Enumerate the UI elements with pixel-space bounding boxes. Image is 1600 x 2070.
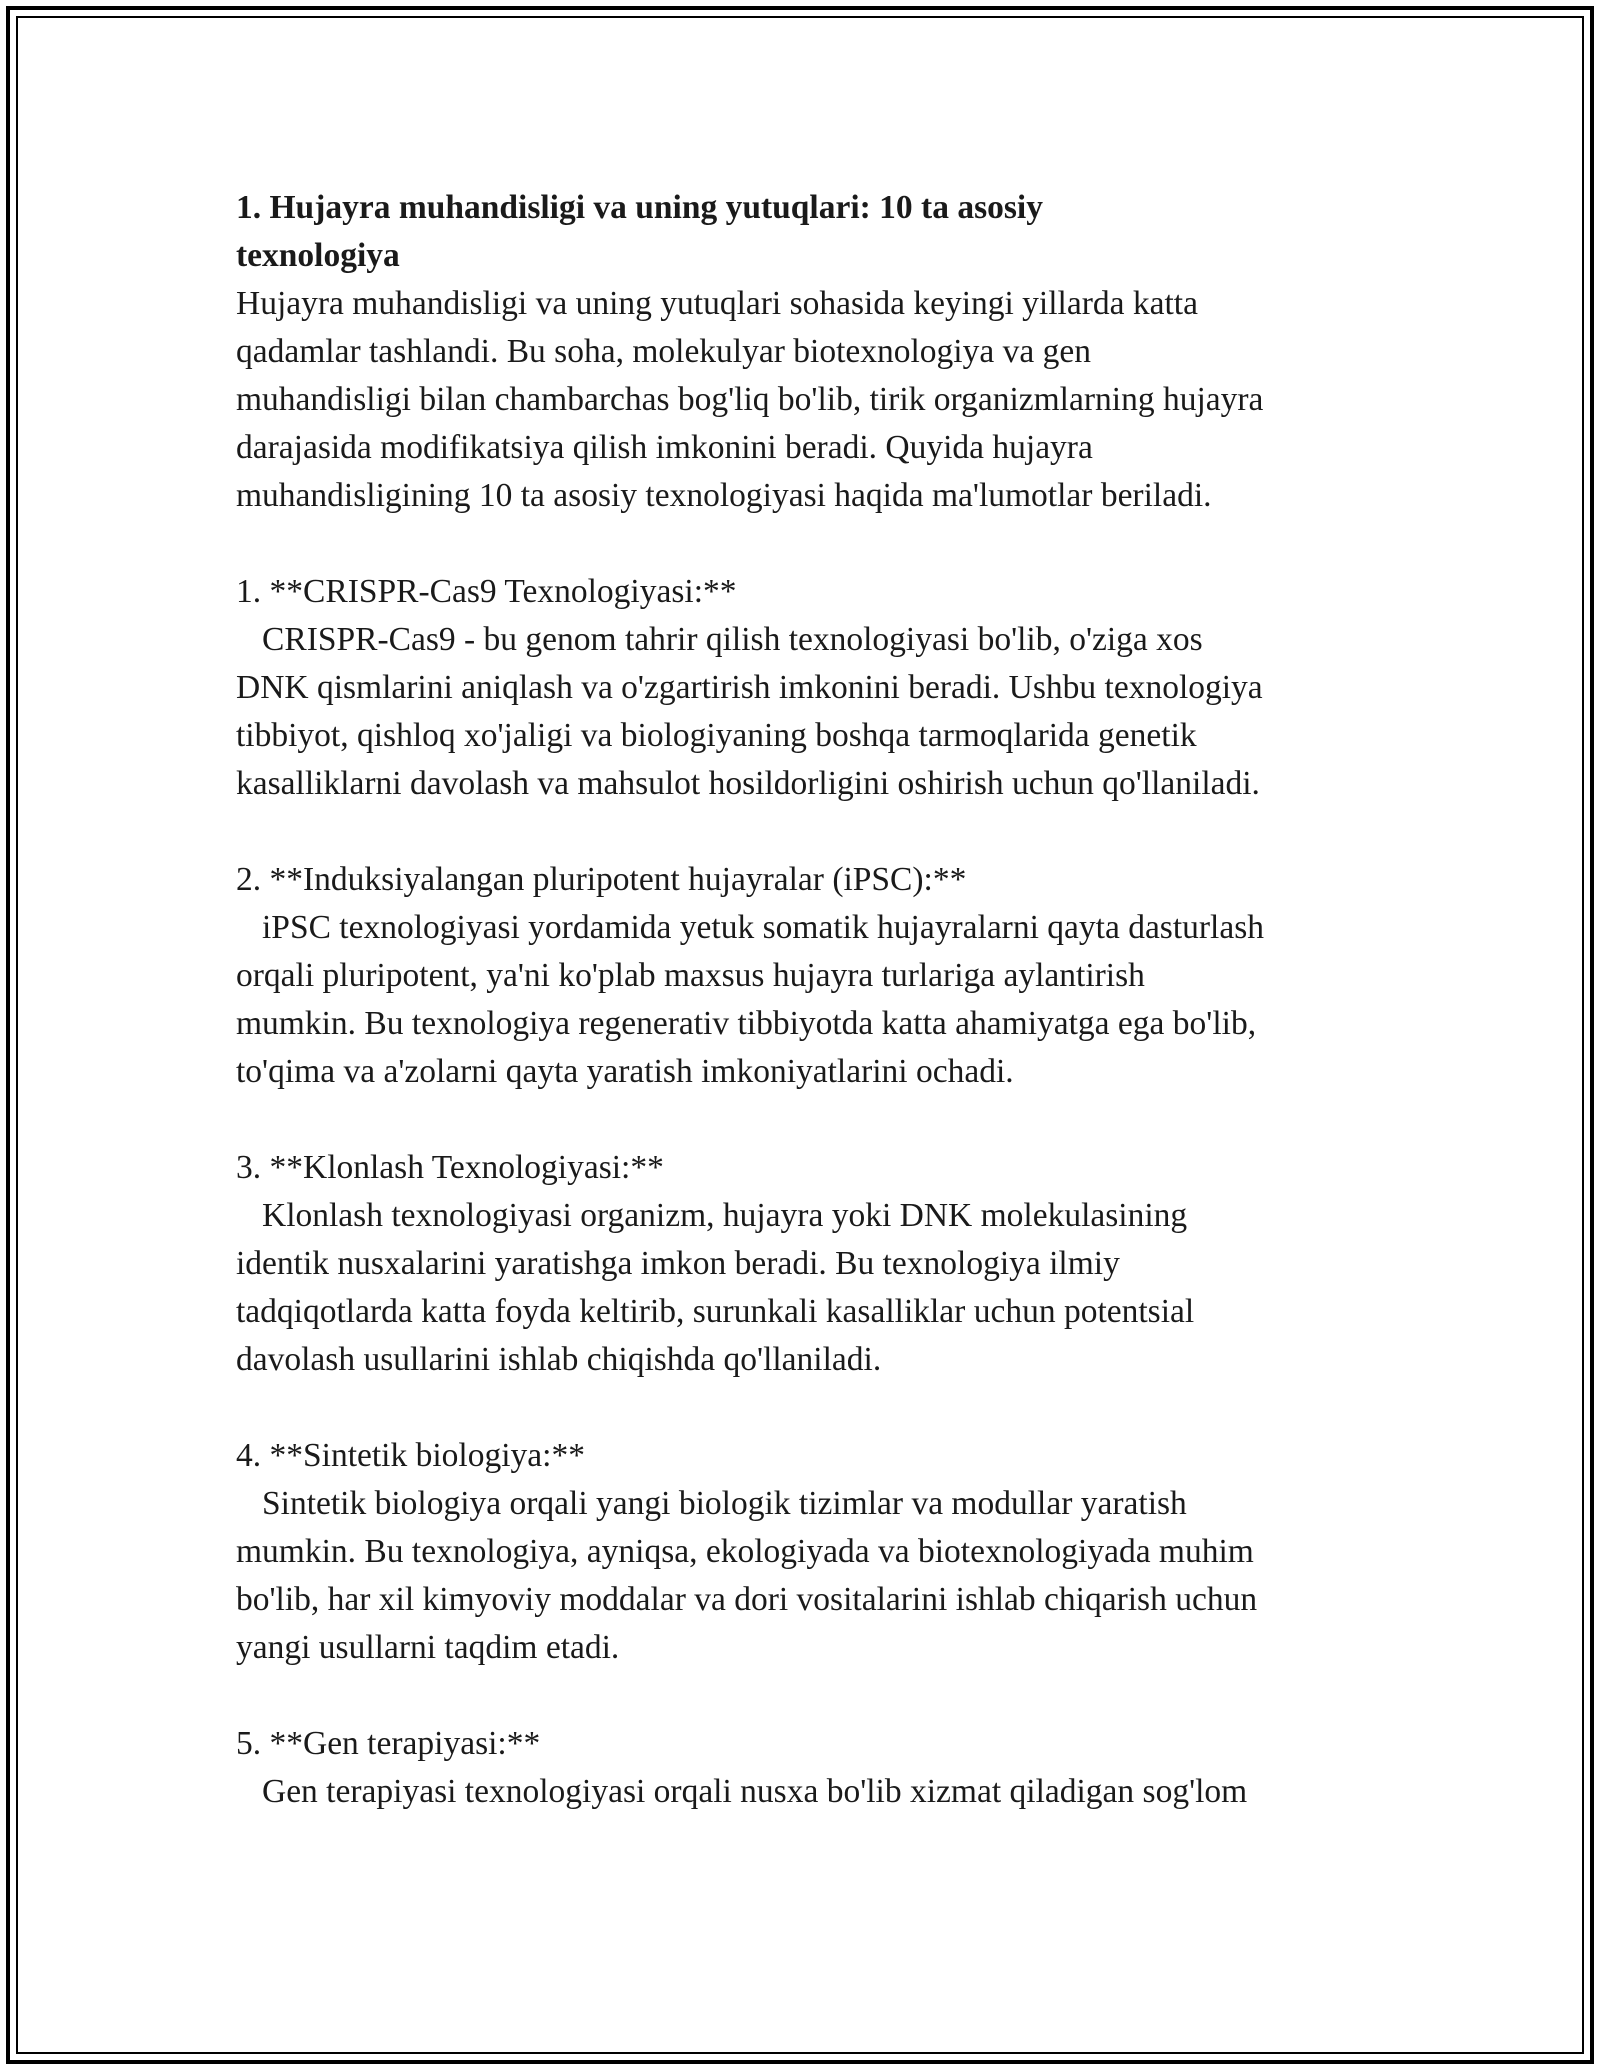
section-synthetic-biology bbox=[236, 1432, 1376, 1672]
section-heading: 2. **Induksiyalangan pluripotent hujayralar (iPSC):** bbox=[236, 861, 967, 898]
section-crispr bbox=[236, 568, 1376, 808]
document-title: 1. Hujayra muhandisligi va uning yutuqlari: 10 ta asosiy texnologiya bbox=[236, 189, 1043, 274]
section-gene-therapy bbox=[236, 1720, 1376, 1816]
intro-paragraph: Hujayra muhandisligi va uning yutuqlari sohasida keyingi yillarda katta qadamlar tashlandi. Bu soha, molekulyar biotexnologiya va gen muhandisligi bilan chambarchas bog'liq bo'lib, tirik organizmlarning hujayra darajasida modifikatsiya qilish imkonini beradi. Quyida hujayra muhandisligining 10 ta asosiy texnologiyasi haqida ma'lumotlar beriladi. bbox=[236, 285, 1264, 514]
section-body: CRISPR-Cas9 - bu genom tahrir qilish texnologiyasi bo'lib, o'ziga xos DNK qismlarini aniqlash va o'zgartirish imkonini beradi. Ushbu texnologiya tibbiyot, qishloq xo'jaligi va biologiyaning boshqa tarmoqlarida genetik kasalliklarni davolash va mahsulot hosildorligini oshirish uchun qo'llaniladi. bbox=[236, 621, 1263, 802]
section-heading: 1. **CRISPR-Cas9 Texnologiyasi:** bbox=[236, 573, 737, 610]
section-heading: 3. **Klonlash Texnologiyasi:** bbox=[236, 1149, 664, 1186]
document-body bbox=[236, 184, 1376, 1864]
section-body: Gen terapiyasi texnologiyasi orqali nusxa bo'lib xizmat qiladigan sog'lom bbox=[262, 1773, 1248, 1810]
section-cloning bbox=[236, 1144, 1376, 1384]
section-heading: 4. **Sintetik biologiya:** bbox=[236, 1437, 585, 1474]
section-body: Klonlash texnologiyasi organizm, hujayra yoki DNK molekulasining identik nusxalarini yaratishga imkon beradi. Bu texnologiya ilmiy tadqiqotlarda katta foyda keltirib, surunkali kasalliklar uchun potentsial davolash usullarini ishlab chiqishda qo'llaniladi. bbox=[236, 1197, 1195, 1378]
section-body: Sintetik biologiya orqali yangi biologik tizimlar va modullar yaratish mumkin. Bu texnologiya, ayniqsa, ekologiyada va biotexnologiyada muhim bo'lib, har xil kimyoviy moddalar va dori vositalarini ishlab chiqarish uchun yangi usullarni taqdim etadi. bbox=[236, 1485, 1258, 1666]
section-ipsc bbox=[236, 856, 1376, 1096]
section-heading: 5. **Gen terapiyasi:** bbox=[236, 1725, 541, 1762]
section-body: iPSC texnologiyasi yordamida yetuk somatik hujayralarni qayta dasturlash orqali pluripotent, ya'ni ko'plab maxsus hujayra turlariga aylantirish mumkin. Bu texnologiya regenerativ tibbiyotda katta ahamiyatga ega bo'lib, to'qima va a'zolarni qayta yaratish imkoniyatlarini ochadi. bbox=[236, 909, 1265, 1090]
